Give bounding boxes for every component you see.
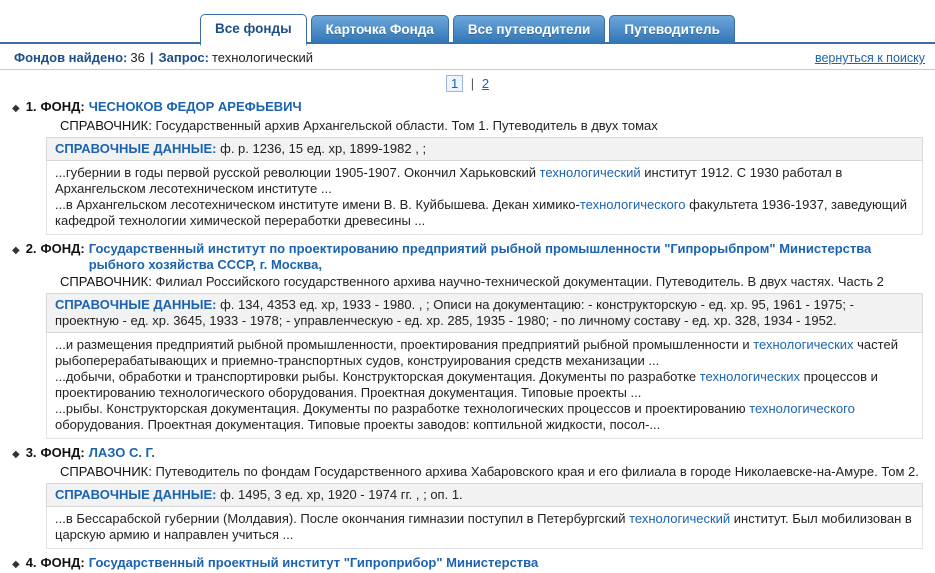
snippet-list — [46, 507, 923, 549]
reference-data-box — [46, 293, 923, 333]
snippet-text: ...добычи, обработки и транспортировки рыбы. Конструкторская документация. Документы по разработке — [55, 369, 700, 384]
spravochnik-line — [60, 274, 923, 290]
reference-data-label: СПРАВОЧНЫЕ ДАННЫЕ: — [55, 297, 217, 312]
snippet — [55, 197, 914, 229]
page-current[interactable]: 1 — [446, 75, 463, 92]
spravochnik-value: Государственный архив Архангельской области. Том 1. Путеводитель в двух томах — [155, 118, 658, 133]
tab-bar — [0, 0, 935, 44]
info-bar — [0, 44, 935, 70]
result-header — [12, 99, 923, 117]
snippet-highlight: технологического — [749, 401, 855, 416]
tab-fund-card[interactable] — [311, 15, 449, 44]
result-item — [12, 241, 923, 439]
snippet-highlight: технологический — [539, 165, 641, 180]
fond-label: ФОНД: — [40, 241, 85, 256]
snippet-text: частей рыбоперерабатывающих и приемно-транспортных судов, конструирования средств механизации ... — [55, 337, 898, 368]
spravochnik-label: СПРАВОЧНИК: — [60, 274, 152, 289]
snippet — [55, 369, 914, 401]
reference-data-value: ф. р. 1236, 15 ед. хр, 1899-1982 , ; — [220, 141, 427, 156]
snippet-text: ...рыбы. Конструкторская документация. Документы по разработке технологических процессов и проектированию — [55, 401, 750, 416]
reference-data-value: ф. 1495, 3 ед. хр, 1920 - 1974 гг. , ; оп. 1. — [220, 487, 463, 502]
diamond-bullet-icon: ◆ — [12, 559, 20, 570]
fond-label: ФОНД: — [40, 555, 85, 570]
fond-title-link[interactable]: Государственный проектный институт "Гипроприбор" Министерства — [88, 555, 539, 570]
snippet — [55, 337, 914, 369]
spravochnik-line — [60, 464, 923, 480]
found-count: 36 — [130, 50, 145, 65]
result-header — [12, 445, 923, 463]
page-2-link[interactable]: 2 — [481, 76, 490, 91]
snippet-text: институт 1912. С 1930 работал в Архангельском лесотехническом институте ... — [55, 165, 843, 196]
page-divider: | — [470, 76, 475, 91]
reference-data-box — [46, 137, 923, 161]
snippet-highlight: технологических — [753, 337, 854, 352]
snippet-text: ...и размещения предприятий рыбной промышленности, проектирования предприятий рыбной промышленности и — [55, 337, 754, 352]
snippet-list — [46, 333, 923, 439]
snippet-highlight: технологических — [699, 369, 801, 384]
query-label: Запрос: — [158, 50, 209, 65]
diamond-bullet-icon: ◆ — [12, 103, 20, 114]
reference-data-label: СПРАВОЧНЫЕ ДАННЫЕ: — [55, 141, 217, 156]
result-index: 2. — [25, 241, 37, 256]
result-item — [12, 555, 923, 573]
result-index: 3. — [25, 445, 37, 460]
result-item — [12, 99, 923, 235]
spravochnik-label: СПРАВОЧНИК: — [60, 464, 152, 479]
result-index: 4. — [25, 555, 37, 570]
spravochnik-value: Путеводитель по фондам Государственного архива Хабаровского края и его филиала в городе Николаевске-на-Амуре. Том 2. — [155, 464, 919, 479]
reference-data-box — [46, 483, 923, 507]
reference-data-value: ф. 134, 4353 ед. хр, 1933 - 1980. , ; Описи на документацию: - конструкторскую - ед. хр. 95, 1961 - 1975; - проектную - ед. хр. 3645, 1933 - 1978; - управленческую - ед. хр. 285, 1935 - 1980; - по личному составу - ед. хр. 328, 1934 - 1952. — [55, 297, 854, 328]
result-item — [12, 445, 923, 549]
tab-all-guides-label: Все путеводители — [467, 22, 591, 37]
tab-all-funds[interactable] — [200, 14, 307, 46]
snippet-text: факультета 1936-1937, заведующий кафедрой технологии химической переработки древесины ... — [55, 197, 907, 228]
snippet — [55, 511, 914, 543]
tab-fund-card-label: Карточка Фонда — [325, 22, 434, 37]
snippet — [55, 401, 914, 433]
snippet — [55, 165, 914, 197]
diamond-bullet-icon: ◆ — [12, 449, 20, 460]
query-value: технологический — [211, 50, 314, 65]
snippet-highlight: технологического — [579, 197, 686, 212]
snippet-highlight: технологический — [629, 511, 731, 526]
tab-all-guides[interactable] — [453, 15, 606, 44]
snippet-text: ...губернии в годы первой русской революции 1905-1907. Окончил Харьковский — [55, 165, 540, 180]
snippet-text: оборудования. Проектная документация. Типовые проекты заводов: коптильной жидкости, посол-... — [55, 417, 661, 432]
tab-guide-label: Путеводитель — [624, 22, 720, 37]
fond-title-link[interactable]: ЧЕСНОКОВ ФЕДОР АРЕФЬЕВИЧ — [88, 99, 302, 114]
back-to-search-link[interactable]: вернуться к поиску — [814, 51, 925, 65]
diamond-bullet-icon: ◆ — [12, 245, 20, 256]
tab-all-funds-label: Все фонды — [215, 21, 292, 36]
snippet-text: ...в Бессарабской губернии (Молдавия). После окончания гимназии поступил в Петербургский — [55, 511, 630, 526]
reference-data-label: СПРАВОЧНЫЕ ДАННЫЕ: — [55, 487, 217, 502]
spravochnik-value: Филиал Российского государственного архива научно-технической документации. Путеводитель. В двух частях. Часть 2 — [155, 274, 884, 289]
result-header — [12, 555, 923, 573]
result-header — [12, 241, 923, 273]
tab-guide[interactable] — [609, 15, 735, 44]
result-index: 1. — [25, 99, 37, 114]
spravochnik-line — [60, 118, 923, 134]
found-label: Фондов найдено: — [14, 50, 128, 65]
snippet-text: ...в Архангельском лесотехническом институте имени В. В. Куйбышева. Декан химико- — [55, 197, 580, 212]
fond-label: ФОНД: — [40, 445, 85, 460]
fond-label: ФОНД: — [40, 99, 85, 114]
results-list — [0, 99, 935, 573]
fond-title-link[interactable]: ЛАЗО С. Г. — [88, 445, 155, 460]
pagination — [0, 70, 935, 99]
snippet-text: институт. Был мобилизован в царскую армию и направлен учиться ... — [55, 511, 912, 542]
fond-title-link[interactable]: Государственный институт по проектированию предприятий рыбной промышленности "Гипрорыбпром" Министерства рыбного хозяйства СССР, г. Москва, — [88, 241, 872, 272]
info-separator: | — [149, 50, 154, 65]
spravochnik-label: СПРАВОЧНИК: — [60, 118, 152, 133]
snippet-list — [46, 161, 923, 235]
snippet-text: процессов и проектированию технологического оборудования. Проектная документация. Типовые проекты ... — [55, 369, 878, 400]
